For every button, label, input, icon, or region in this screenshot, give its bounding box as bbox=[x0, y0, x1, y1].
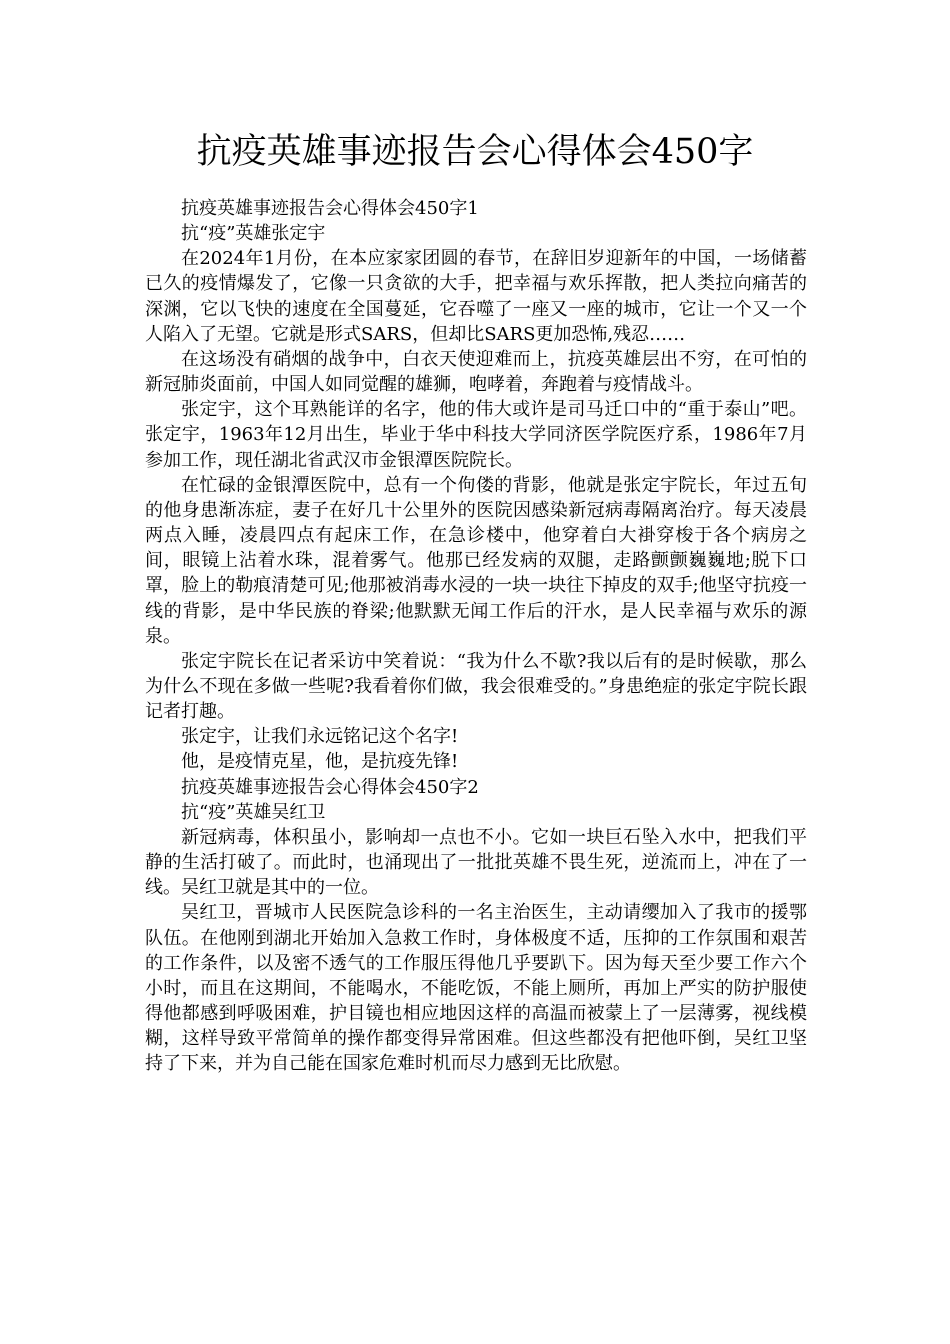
body-paragraph: 在忙碌的金银潭医院中，总有一个佝偻的背影，他就是张定宇院长，年过五旬的他身患渐冻症，妻子在好几十公里外的医院因感染新冠病毒隔离治疗。每天凌晨两点入睡，凌晨四点有起床工作，在急诊楼中，他穿着白大褂穿梭于各个病房之间，眼镜上沾着水珠，混着雾气。他那已经发病的双腿，走路颤颤巍巍地;脱下口罩，脸上的勒痕清楚可见;他那被消毒水浸的一块一块往下掉皮的双手;他坚守抗疫一线的背影，是中华民族的脊梁;他默默无闻工作后的汗水，是人民幸福与欢乐的源泉。 bbox=[145, 474, 807, 647]
body-paragraph: 张定宇，让我们永远铭记这个名字! bbox=[181, 726, 459, 748]
document-title: 抗疫英雄事迹报告会心得体会450字 bbox=[196, 132, 754, 172]
subheading: 抗“疫”英雄吴红卫 bbox=[181, 801, 326, 823]
body-paragraph: 张定宇院长在记者采访中笑着说：“我为什么不歇?我以后有的是时候歇，那么为什么不现在多做一些呢?我看着你们做，我会很难受的。”身患绝症的张定宇院长跟记者打趣。 bbox=[145, 650, 807, 723]
body-paragraph: 吴红卫，晋城市人民医院急诊科的一名主治医生，主动请缨加入了我市的援鄂队伍。在他刚到湖北开始加入急救工作时，身体极度不适，压抑的工作氛围和艰苦的工作条件，以及密不透气的工作服压得他几乎要趴下。因为每天至少要工作六个小时，而且在这期间，不能喝水，不能吃饭，不能上厕所，再加上严实的防护服使得他都感到呼吸困难，护目镜也相应地因这样的高温而被蒙上了一层薄雾，视线模糊，这样导致平常简单的操作都变得异常困难。但这些都没有把他吓倒，吴红卫坚持了下来，并为自己能在国家危难时机而尽力感到无比欣慰。 bbox=[145, 902, 807, 1075]
body-paragraph: 他，是疫情克星，他，是抗疫先锋! bbox=[181, 751, 459, 773]
document-body bbox=[145, 196, 807, 1076]
body-paragraph: 张定宇，这个耳熟能详的名字，他的伟大或许是司马迁口中的“重于泰山”吧。张定宇，1963年12月出生，毕业于华中科技大学同济医学院医疗系，1986年7月参加工作，现任湖北省武汉市金银潭医院院长。 bbox=[145, 399, 807, 471]
section-heading: 抗疫英雄事迹报告会心得体会450字2 bbox=[181, 776, 479, 798]
body-paragraph: 在这场没有硝烟的战争中，白衣天使迎难而上，抗疫英雄层出不穷，在可怕的新冠肺炎面前，中国人如同觉醒的雄狮，咆哮着，奔跑着与疫情战斗。 bbox=[145, 348, 807, 396]
body-paragraph: 新冠病毒，体积虽小，影响却一点也不小。它如一块巨石坠入水中，把我们平静的生活打破了。而此时，也涌现出了一批批英雄不畏生死，逆流而上，冲在了一线。吴红卫就是其中的一位。 bbox=[145, 826, 807, 899]
body-paragraph: 在2024年1月份，在本应家家团圆的春节，在辞旧岁迎新年的中国，一场储蓄已久的疫情爆发了，它像一只贪欲的大手，把幸福与欢乐挥散，把人类拉向痛苦的深渊，它以飞快的速度在全国蔓延，它吞噬了一座又一座的城市，它让一个又一个人陷入了无望。它就是形式SARS，但却比SARS更加恐怖,残忍…… bbox=[145, 248, 807, 345]
section-heading: 抗疫英雄事迹报告会心得体会450字1 bbox=[181, 198, 479, 219]
subheading: 抗“疫”英雄张定宇 bbox=[181, 223, 326, 245]
